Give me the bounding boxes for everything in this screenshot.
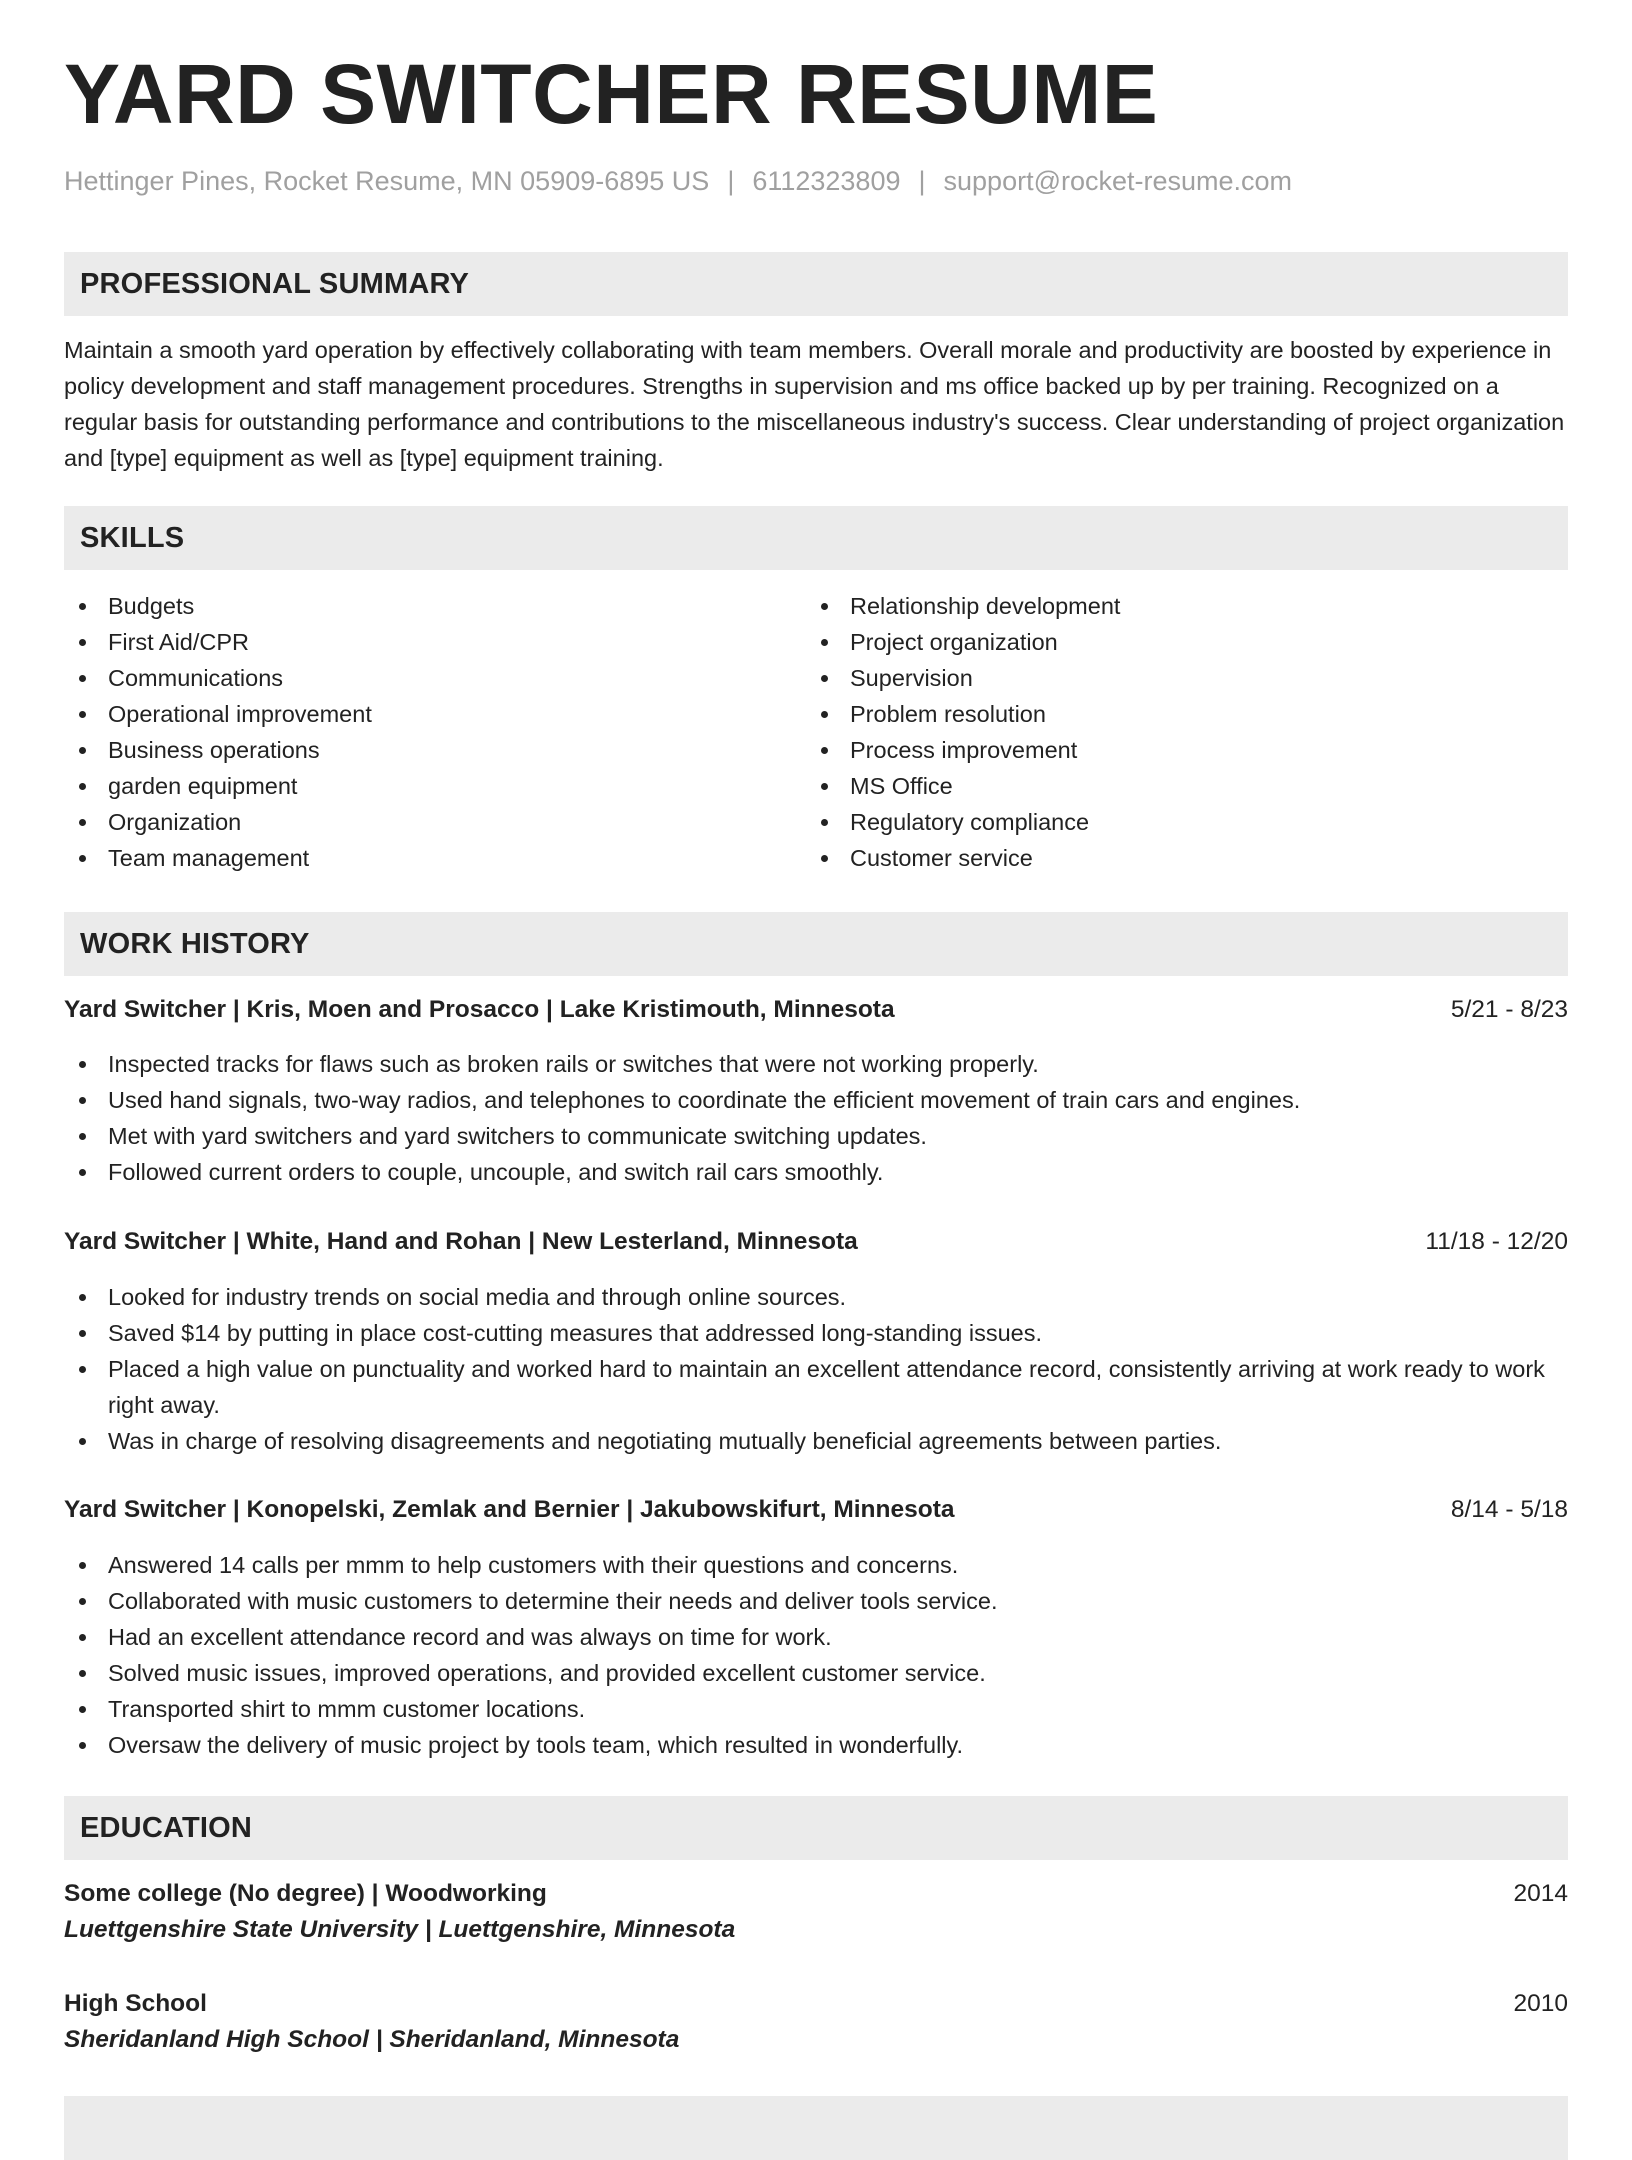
skills-list — [64, 588, 1568, 876]
job-dates: 11/18 - 12/20 — [1425, 1228, 1568, 1255]
skills-column-left — [64, 588, 806, 876]
resume-title: YARD SWITCHER RESUME — [64, 47, 1159, 141]
job-header — [64, 1224, 1568, 1260]
contact-phone: 6112323809 — [752, 166, 901, 196]
job-dates: 8/14 - 5/18 — [1450, 1496, 1568, 1523]
skill-item: Project organization — [806, 624, 1548, 660]
contact-separator: | — [918, 166, 926, 196]
skill-item: Process improvement — [806, 732, 1548, 768]
contact-separator: | — [727, 166, 735, 196]
skill-item: Budgets — [64, 588, 806, 624]
skill-item: Operational improvement — [64, 696, 806, 732]
job-bullet: Met with yard switchers and yard switchers to communicate switching updates. — [64, 1118, 1568, 1154]
job-header — [64, 992, 1568, 1028]
skill-item: Communications — [64, 660, 806, 696]
skill-item: Problem resolution — [806, 696, 1548, 732]
skills-column-right — [806, 588, 1548, 876]
skill-item: Relationship development — [806, 588, 1548, 624]
job-bullet: Had an excellent attendance record and was always on time for work. — [64, 1619, 1568, 1655]
section-header-next — [64, 2096, 1568, 2160]
job-bullet: Solved music issues, improved operations, and provided excellent customer service. — [64, 1655, 1568, 1691]
job-dates: 5/21 - 8/23 — [1450, 996, 1568, 1023]
education-header — [64, 1876, 1568, 1912]
job-bullet: Followed current orders to couple, uncouple, and switch rail cars smoothly. — [64, 1154, 1568, 1190]
skill-item: Customer service — [806, 840, 1548, 876]
skill-item: Team management — [64, 840, 806, 876]
skill-item: Supervision — [806, 660, 1548, 696]
education-year: 2010 — [1513, 1990, 1568, 2017]
job-title: Yard Switcher | Konopelski, Zemlak and Bernier | Jakubowskifurt, Minnesota — [64, 1496, 955, 1523]
job-bullet: Looked for industry trends on social media and through online sources. — [64, 1279, 1568, 1315]
job-bullets — [64, 1547, 1568, 1763]
education-entry — [64, 1876, 1568, 1948]
section-header-summary: PROFESSIONAL SUMMARY — [64, 252, 1568, 316]
section-header-education: EDUCATION — [64, 1796, 1568, 1860]
summary-text: Maintain a smooth yard operation by effectively collaborating with team members. Overall morale and productivity are boosted by experience in policy development and staff management procedures. Strengths in supervision and ms office backed up by per training. Recognized on a regular basis for outstanding performance and contributions to the miscellaneous industry's success. Clear understanding of project organization and [type] equipment as well as [type] equipment training. — [64, 337, 1565, 471]
skill-item: First Aid/CPR — [64, 624, 806, 660]
job-bullet: Inspected tracks for flaws such as broken rails or switches that were not working properly. — [64, 1046, 1568, 1082]
education-entry — [64, 1986, 1568, 2058]
contact-address: Hettinger Pines, Rocket Resume, MN 05909-6895 US — [64, 166, 710, 196]
job-title: Yard Switcher | Kris, Moen and Prosacco | Lake Kristimouth, Minnesota — [64, 996, 895, 1023]
education-school: Sheridanland High School | Sheridanland, Minnesota — [64, 2026, 680, 2053]
skill-item: MS Office — [806, 768, 1548, 804]
job-bullet: Oversaw the delivery of music project by tools team, which resulted in wonderfully. — [64, 1727, 1568, 1763]
job-bullet: Collaborated with music customers to determine their needs and deliver tools service. — [64, 1583, 1568, 1619]
job-header — [64, 1492, 1568, 1528]
job-bullet: Answered 14 calls per mmm to help customers with their questions and concerns. — [64, 1547, 1568, 1583]
section-header-work-history: WORK HISTORY — [64, 912, 1568, 976]
education-school: Luettgenshire State University | Luettgenshire, Minnesota — [64, 1916, 736, 1943]
contact-email: support@rocket-resume.com — [943, 166, 1293, 196]
section-header-skills: SKILLS — [64, 506, 1568, 570]
skill-item: garden equipment — [64, 768, 806, 804]
job-bullet: Was in charge of resolving disagreements and negotiating mutually beneficial agreements between parties. — [64, 1423, 1568, 1459]
job-bullet: Transported shirt to mmm customer locations. — [64, 1691, 1568, 1727]
job-bullet: Used hand signals, two-way radios, and telephones to coordinate the efficient movement of train cars and engines. — [64, 1082, 1568, 1118]
job-bullets — [64, 1046, 1568, 1190]
job-title: Yard Switcher | White, Hand and Rohan | New Lesterland, Minnesota — [64, 1228, 858, 1255]
job-bullets — [64, 1279, 1568, 1459]
skill-item: Business operations — [64, 732, 806, 768]
skill-item: Regulatory compliance — [806, 804, 1548, 840]
skill-item: Organization — [64, 804, 806, 840]
education-year: 2014 — [1513, 1880, 1568, 1907]
education-header — [64, 1986, 1568, 2022]
education-degree: Some college (No degree) | Woodworking — [64, 1880, 547, 1907]
job-bullet: Saved $14 by putting in place cost-cutting measures that addressed long-standing issues. — [64, 1315, 1568, 1351]
contact-line — [64, 166, 1292, 197]
job-bullet: Placed a high value on punctuality and worked hard to maintain an excellent attendance record, consistently arriving at work ready to work right away. — [64, 1351, 1568, 1423]
education-degree: High School — [64, 1990, 207, 2017]
